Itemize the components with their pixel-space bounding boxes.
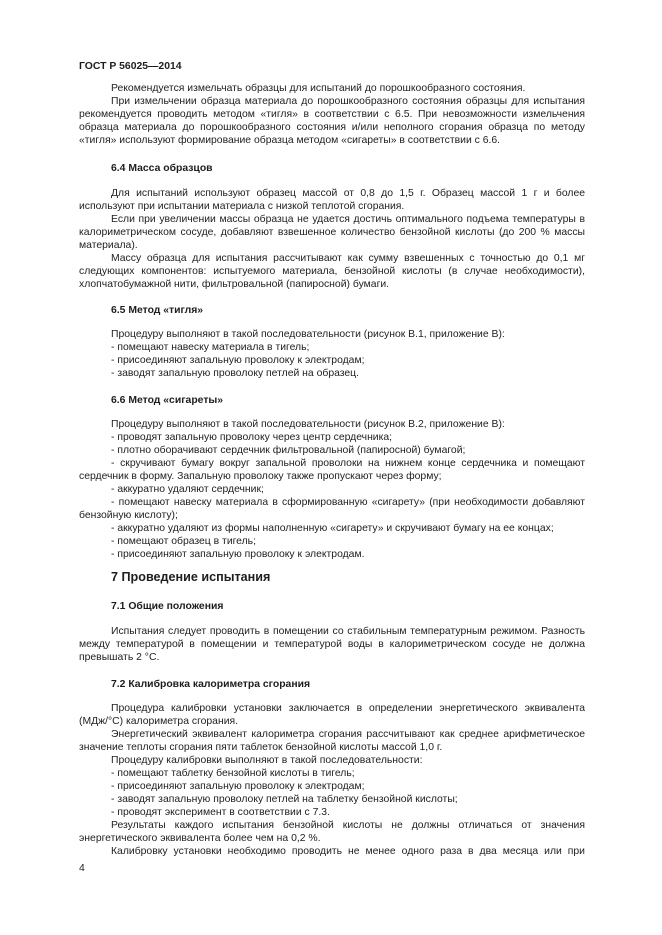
list-item: - скручивают бумагу вокруг запальной проволоки на нижнем конце сердечника и помещают (111, 458, 585, 469)
section-heading: 6.4 Масса образцов (111, 163, 213, 174)
chapter-heading: 7 Проведение испытания (111, 570, 271, 584)
paragraph-line: Испытания следует проводить в помещении со стабильным температурным режимом. Разность (111, 626, 585, 637)
section-heading: 7.2 Калибровка калориметра сгорания (111, 679, 311, 690)
paragraph-line: Массу образца для испытания рассчитывают как сумму взвешенных с точностью до 0,1 мг (111, 253, 585, 264)
page-number: 4 (79, 863, 85, 874)
paragraph-line: Процедуру калибровки выполняют в такой последовательности: (111, 755, 423, 766)
paragraph-line: превышать 2 °C. (79, 652, 160, 663)
paragraph-line: Энергетический эквивалент калориметра сгорания рассчитывают как среднее арифметическое (111, 729, 585, 740)
list-item: - аккуратно удаляют сердечник; (111, 484, 264, 495)
paragraph-line: Рекомендуется измельчать образцы для испытаний до порошкообразного состояния. (111, 83, 526, 94)
paragraph-line: «тигля» используют формирование образца методом «сигареты» в соответствии с 6.6. (79, 135, 501, 146)
list-item: - присоединяют запальную проволоку к электродам. (111, 549, 365, 560)
paragraph-line: Калибровку установки необходимо проводить не менее одного раза в два месяца или при (111, 846, 585, 857)
document-header: ГОСТ Р 56025—2014 (79, 61, 182, 72)
list-item: бензойную кислоту); (79, 510, 178, 521)
paragraph-line: между температурой в помещении и температурой воды в калориметрическом сосуде не должна (79, 639, 585, 650)
list-item: сердечник в форму. Запальную проволоку также пропускают через форму; (79, 471, 442, 482)
list-item: - помещают навеску материала в тигель; (111, 342, 310, 353)
list-item: - присоединяют запальную проволоку к электродам; (111, 781, 365, 792)
paragraph-line: образца материала до порошкообразного состояния и/или неполного сгорания образца по методу (79, 122, 585, 133)
paragraph-line: значение теплоты сгорания пяти таблеток бензойной кислоты массой 1,0 г. (79, 742, 443, 753)
paragraph-line: рекомендуется проводить методом «тигля» в соответствии с 6.5. При невозможности измельчения (79, 109, 585, 120)
paragraph-line: При измельчении образца материала до порошкообразного состояния образцы для испытания (111, 96, 585, 107)
paragraph-line: следующих компонентов: испытуемого материала, бензойной кислоты (в случае необходимости), (79, 266, 585, 277)
paragraph-line: (МДж/°С) калориметра сгорания. (79, 716, 239, 727)
list-item: - помещают навеску материала в сформированную «сигарету» (при необходимости добавляют (111, 497, 585, 508)
paragraph-line: энергетического эквивалента более чем на 0,2 %. (79, 833, 321, 844)
list-item: - присоединяют запальную проволоку к электродам; (111, 355, 365, 366)
paragraph-line: хлопчатобумажной нити, фильтровальной (папиросной) бумаги. (79, 279, 390, 290)
paragraph-line: Процедура калибровки установки заключается в определении энергетического эквивалента (111, 703, 585, 714)
list-item: - проводят запальную проволоку через центр сердечника; (111, 432, 393, 443)
list-item: - аккуратно удаляют из формы наполненную «сигарету» и скручивают бумагу на ее концах; (111, 523, 554, 534)
list-item: - помещают таблетку бензойной кислоты в тигель; (111, 768, 355, 779)
list-item: - проводят эксперимент в соответствии с 7.3. (111, 807, 330, 818)
paragraph-line: калориметрическом сосуде, добавляют взвешенное количество бензойной кислоты (до 200 % массы (79, 227, 585, 238)
paragraph-line: Для испытаний используют образец массой от 0,8 до 1,5 г. Образец массой 1 г и более (111, 188, 585, 199)
paragraph-line: используют при испытании материала с низкой теплотой сгорания. (79, 201, 405, 212)
paragraph-line: Процедуру выполняют в такой последовательности (рисунок В.1, приложение В): (111, 329, 505, 340)
list-item: - заводят запальную проволоку петлей на образец. (111, 368, 360, 379)
section-heading: 6.5 Метод «тигля» (111, 305, 204, 316)
paragraph-line: Результаты каждого испытания бензойной кислоты не должны отличаться от значения (111, 820, 585, 831)
paragraph-line: материала). (79, 240, 138, 251)
list-item: - помещают образец в тигель; (111, 536, 256, 547)
section-heading: 6.6 Метод «сигареты» (111, 395, 224, 406)
section-heading: 7.1 Общие положения (111, 601, 224, 612)
list-item: - плотно оборачивают сердечник фильтровальной (папиросной) бумагой; (111, 445, 466, 456)
list-item: - заводят запальную проволоку петлей на таблетку бензойной кислоты; (111, 794, 458, 805)
paragraph-line: Процедуру выполняют в такой последовательности (рисунок В.2, приложение В): (111, 419, 505, 430)
paragraph-line: Если при увеличении массы образца не удается достичь оптимального подъема температуры в (111, 214, 585, 225)
